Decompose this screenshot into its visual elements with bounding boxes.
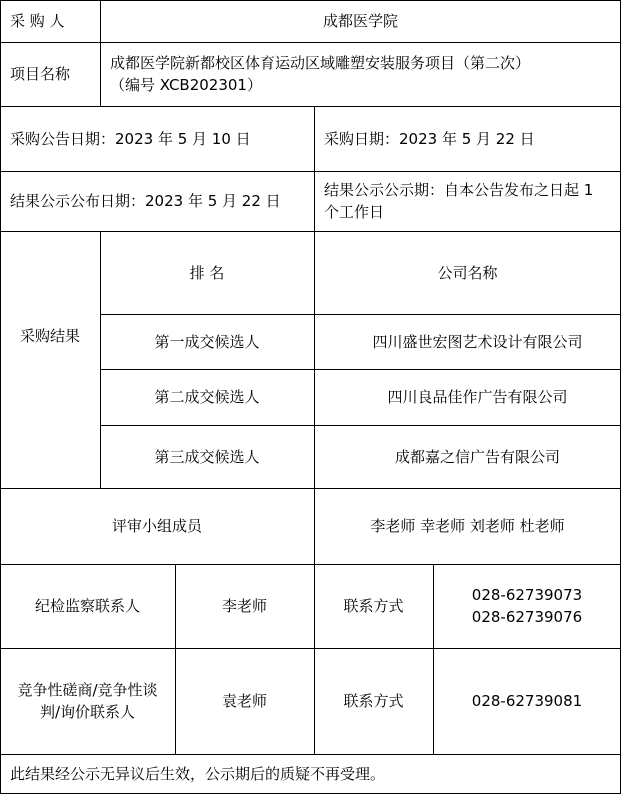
discipline-phone-2: 028-62739076 [471,608,583,626]
company-1: 四川盛世宏图艺术设计有限公司 [372,332,583,351]
result-period [314,171,621,231]
negotiation-phone: 028-62739081 [471,692,583,710]
result-publish-date: 结果公示公布日期：2023 年 5 月 22 日 [10,192,281,210]
negotiation-contact-name: 袁老师 [221,692,267,710]
discipline-method-label: 联系方式 [343,597,404,615]
rank-2: 第二成交候选人 [154,388,260,406]
project-label: 项目名称 [10,65,71,83]
discipline-phones [433,564,621,648]
rank-header: 排 名 [189,263,225,282]
purchaser-value: 成都医学院 [322,12,398,30]
result-period-line2: 个工作日 [324,203,385,221]
negotiation-contact-label [0,648,175,754]
announcement-date: 采购公告日期：2023 年 5 月 10 日 [10,129,251,148]
rank-1: 第一成交候选人 [154,332,260,351]
project-name-line1: 成都医学院新都校区体育运动区域雕塑安装服务项目（第二次） [110,54,531,72]
result-period-line1: 结果公示公示期：自本公告发布之日起 1 [324,181,594,199]
company-2: 四川良品佳作广告有限公司 [387,388,568,406]
company-header: 公司名称 [437,263,498,282]
purchase-date: 采购日期：2023 年 5 月 22 日 [324,129,535,148]
results-section-label: 采购结果 [19,327,80,345]
negotiation-label-line1: 竞争性磋商/竞争性谈 [17,681,158,699]
discipline-contact-label: 纪检监察联系人 [34,597,140,615]
discipline-contact-name: 李老师 [221,597,267,615]
project-name [100,42,621,106]
panel-members: 李老师 幸老师 刘老师 杜老师 [370,517,565,535]
company-3: 成都嘉之信广告有限公司 [394,447,560,466]
footer-note: 此结果经公示无异议后生效，公示期后的质疑不再受理。 [10,764,386,783]
negotiation-label-line2: 判/询价联系人 [39,703,136,721]
discipline-phone-1: 028-62739073 [471,586,583,604]
panel-label: 评审小组成员 [111,517,202,535]
rank-3: 第三成交候选人 [154,447,260,466]
project-name-line2: （编号 XCB202301） [110,76,262,94]
purchaser-label: 采 购 人 [10,12,65,30]
negotiation-method-label: 联系方式 [343,692,404,710]
